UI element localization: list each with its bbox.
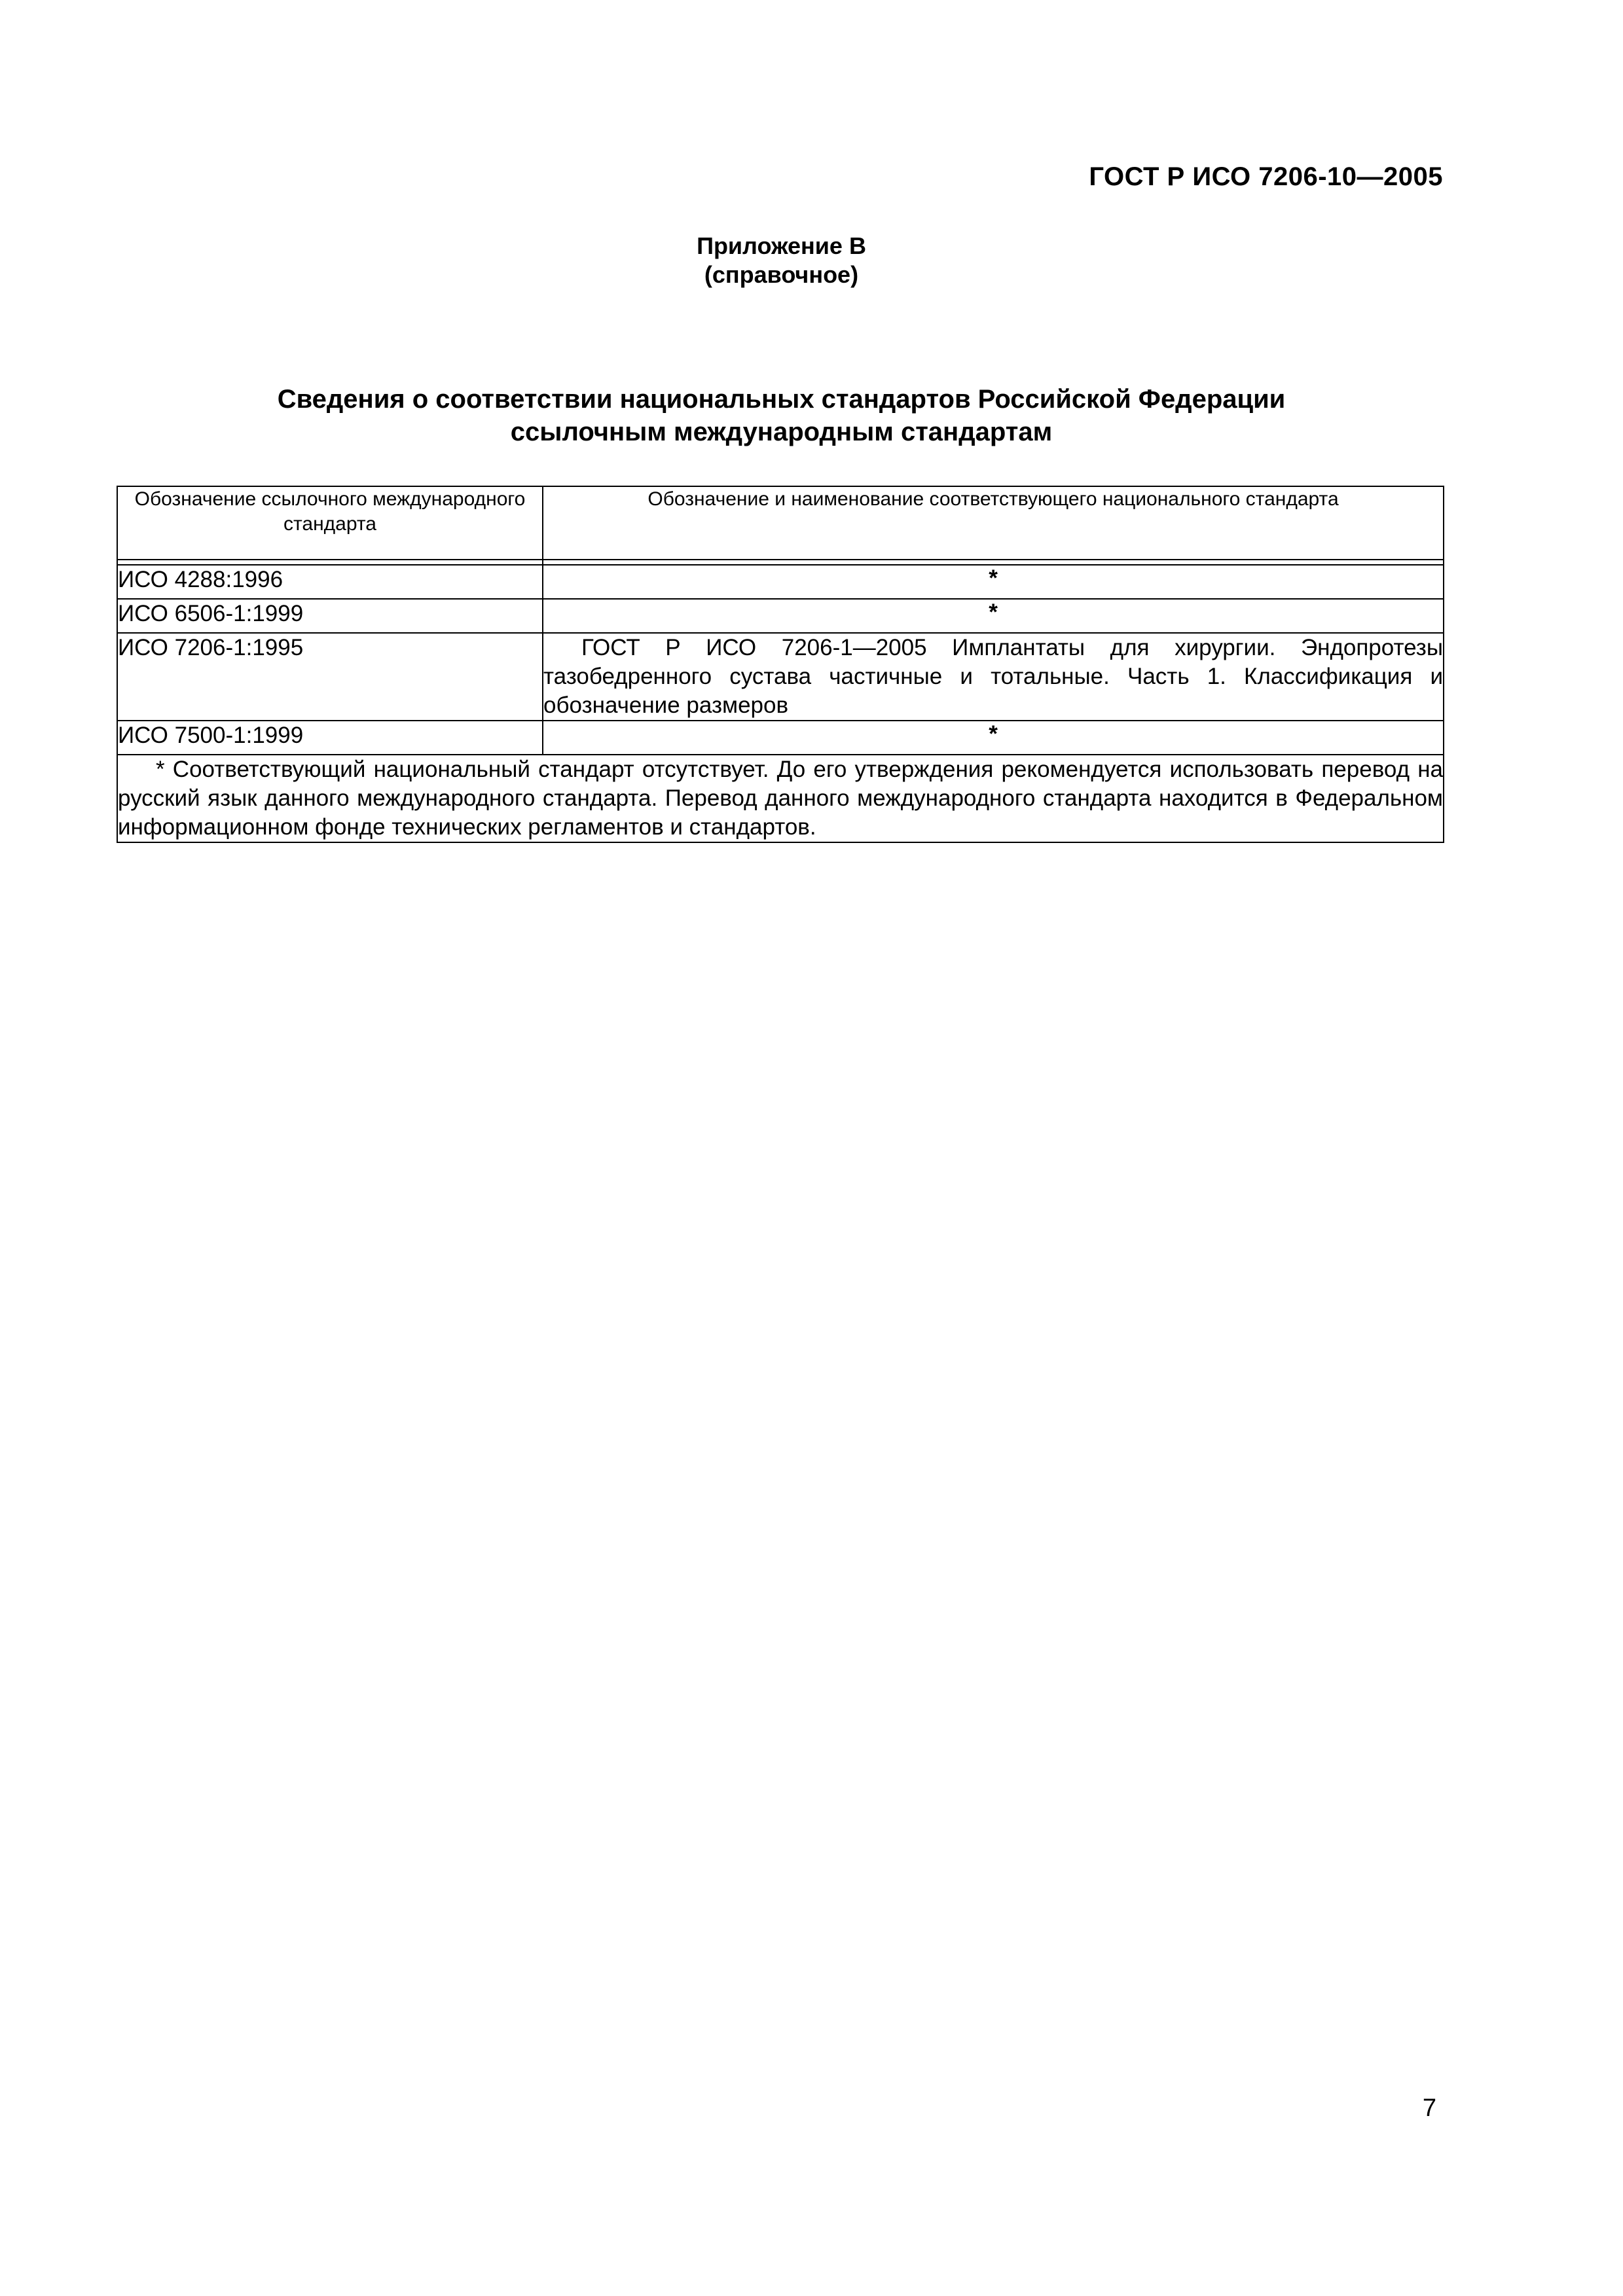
national-standard xyxy=(543,633,1444,721)
page-number: 7 xyxy=(1422,2094,1436,2122)
national-standard-text: ГОСТ Р ИСО 7206-1—2005 Имплантаты для хирургии. Эндопротезы тазобедренного сустава частичные и тотальные. Часть 1. Классификация и обозначение размеров xyxy=(543,635,1443,718)
table-footnote: * Соответствующий национальный стандарт отсутствует. До его утверждения рекомендуется использовать перевод на русский язык данного международного стандарта. Перевод данного международного стандарта находится в Федеральном информационном фонде технических регламентов и стандартов. xyxy=(117,755,1444,842)
table-row xyxy=(117,599,1444,633)
table-note-row xyxy=(117,755,1444,842)
national-standard: * xyxy=(543,599,1444,633)
table-row xyxy=(117,565,1444,599)
national-standard: * xyxy=(543,721,1444,755)
appendix-heading xyxy=(0,232,1563,289)
iso-designation: ИСО 6506-1:1999 xyxy=(117,599,543,633)
national-standard: * xyxy=(543,565,1444,599)
document-code: ГОСТ Р ИСО 7206-10—2005 xyxy=(1089,162,1443,191)
iso-designation: ИСО 7500-1:1999 xyxy=(117,721,543,755)
table-row xyxy=(117,633,1444,721)
column-header-national: Обозначение и наименование соответствующего национального стандарта xyxy=(543,486,1444,560)
column-header-international: Обозначение ссылочного международного стандарта xyxy=(117,486,543,560)
table-header-row xyxy=(117,486,1444,560)
correspondence-table xyxy=(117,486,1444,843)
iso-designation: ИСО 7206-1:1995 xyxy=(117,633,543,721)
section-title xyxy=(0,383,1563,448)
section-title-line-2: ссылочным международным стандартам xyxy=(510,418,1053,446)
table-row xyxy=(117,721,1444,755)
section-title-line-1: Сведения о соответствии национальных стандартов Российской Федерации xyxy=(277,385,1286,414)
appendix-type: (справочное) xyxy=(704,261,859,288)
appendix-label: Приложение В xyxy=(697,232,866,259)
iso-designation: ИСО 4288:1996 xyxy=(117,565,543,599)
header-separator xyxy=(117,560,1444,565)
